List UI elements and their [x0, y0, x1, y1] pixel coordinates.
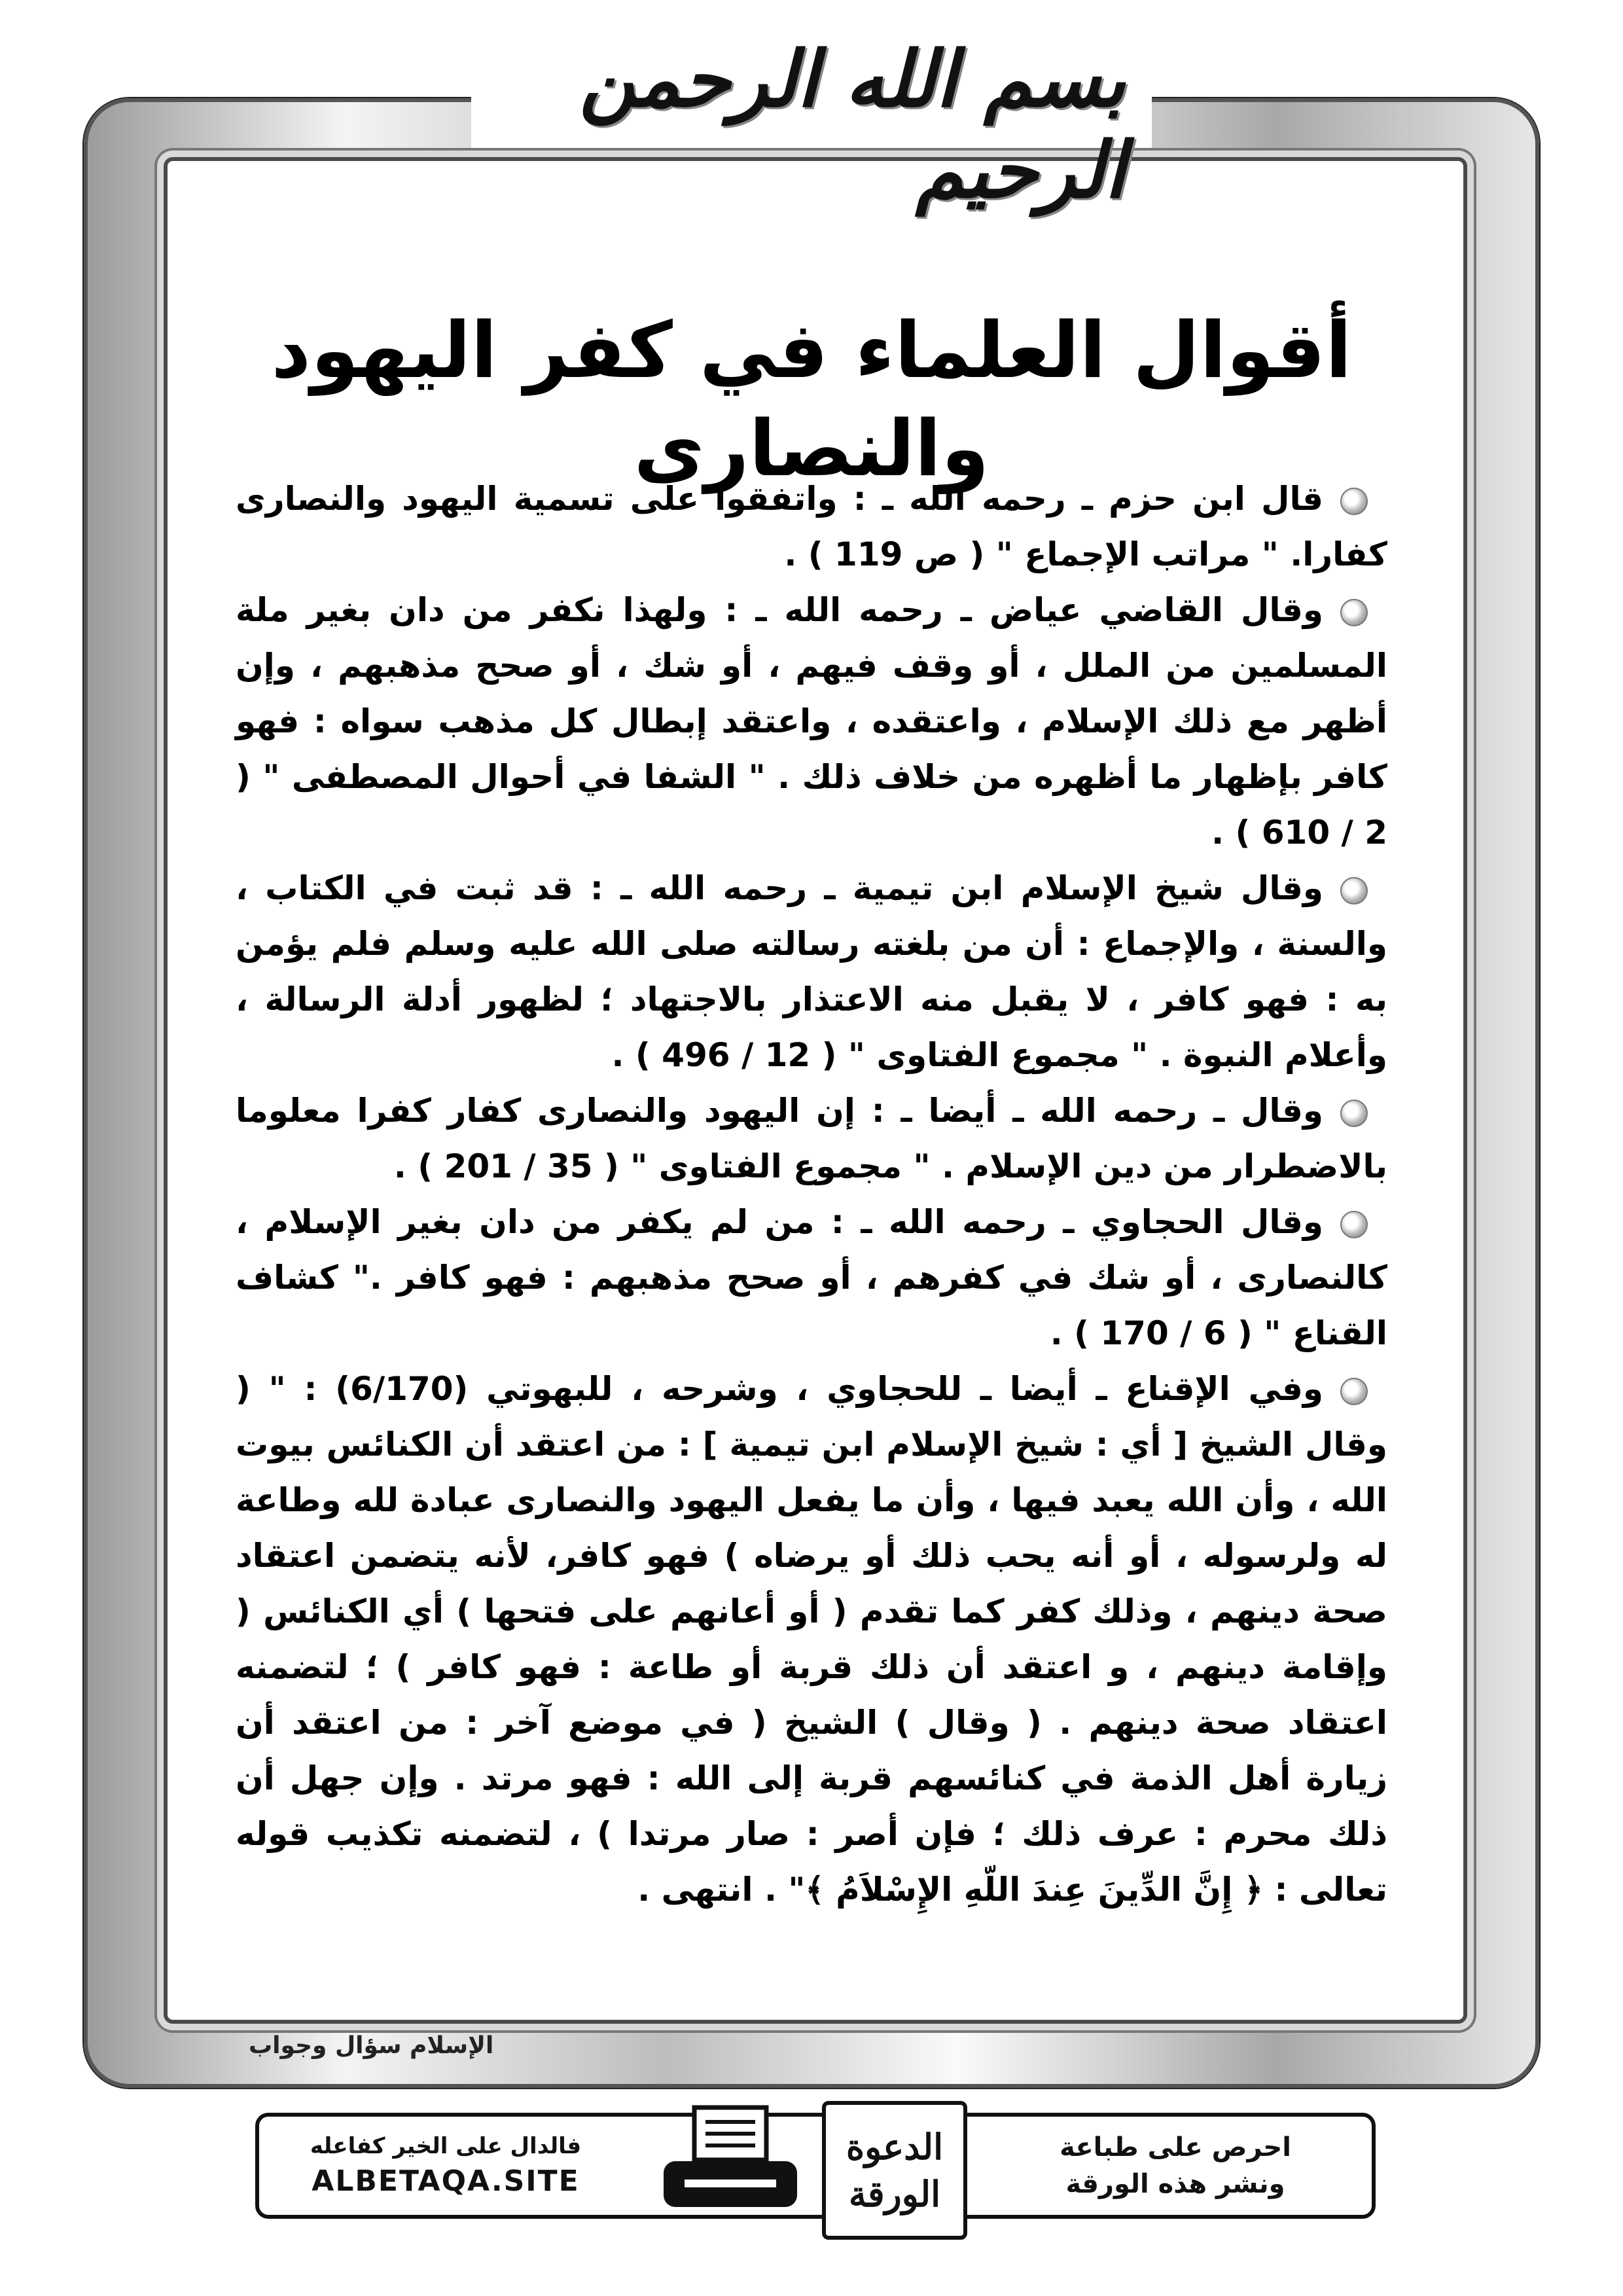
bullet-icon	[1340, 488, 1368, 515]
paragraph-text: وقال القاضي عياض ـ رحمه الله ـ : ولهذا نكفر من دان بغير ملة المسلمين من الملل ، أو وقف فيهم ، أو شك ، أو صحح مذهبهم ، وإن أظهر مع ذلك الإسلام ، واعتقده ، واعتقد إبطال كل مذهب سواه : فهو كافر بإظهار ما أظهره من خلاف ذلك . " الشفا في أحوال المصطفى " ( 2 / 610 ) .	[236, 591, 1387, 852]
source-credit: الإسلام سؤال وجواب	[249, 2032, 494, 2059]
basmala-calligraphy: بسم الله الرحمن الرحيم	[579, 33, 1126, 215]
footer-print-block	[979, 2117, 1372, 2215]
bullet-icon	[1340, 1211, 1368, 1238]
article-body	[236, 471, 1387, 1918]
paragraph-ibn-hazm	[236, 471, 1387, 583]
paragraph-text: وقال ـ رحمه الله ـ أيضا ـ : إن اليهود والنصارى كفار كفرا معلوما بالاضطرار من دين الإسلام . " مجموع الفتاوى " ( 35 / 201 ) .	[236, 1092, 1387, 1185]
footer-print-line-2: ونشر هذه الورقة	[1065, 2169, 1285, 2199]
paragraph-text: وقال شيخ الإسلام ابن تيمية ـ رحمه الله ـ : قد ثبت في الكتاب ، والسنة ، والإجماع : أن من بلغته رسالته صلى الله عليه وسلم فلم يؤمن به : فهو كافر ، لا يقبل منه الاعتذار بالاجتهاد ؛ لظهور أدلة الرسالة ، وأعلام النبوة . " مجموع الفتاوى " ( 12 / 496 ) .	[236, 869, 1387, 1074]
footer-motto: فالدال على الخير كفاعله	[310, 2133, 582, 2159]
paragraph-text: قال ابن حزم ـ رحمه الله ـ : واتفقوا على تسمية اليهود والنصارى كفارا. " مراتب الإجماع " ( ص 119 ) .	[236, 480, 1387, 573]
dawah-logo	[822, 2101, 967, 2240]
paragraph-hajjawi	[236, 1194, 1387, 1361]
bullet-icon	[1340, 1100, 1368, 1127]
footer-site-link[interactable]: ALBETAQA.SITE	[312, 2164, 580, 2198]
footer-banner	[255, 2113, 1376, 2219]
page-title: أقوال العلماء في كفر اليهود والنصارى	[271, 305, 1352, 493]
paragraph-ibn-taymiyyah-2	[236, 1083, 1387, 1194]
bullet-icon	[1340, 877, 1368, 905]
bullet-icon	[1340, 599, 1368, 626]
paragraph-qadi-iyad	[236, 583, 1387, 861]
bullet-icon	[1340, 1378, 1368, 1405]
footer-print-line-1: احرص على طباعة	[1060, 2132, 1291, 2162]
footer-site-block	[259, 2117, 632, 2215]
paragraph-ibn-taymiyyah	[236, 861, 1387, 1083]
printer-icon	[658, 2101, 802, 2225]
logo-word-2: الورقة	[848, 2173, 941, 2215]
logo-word-1: الدعوة	[846, 2126, 944, 2168]
paragraph-iqna	[236, 1361, 1387, 1918]
paragraph-text: وقال الحجاوي ـ رحمه الله ـ : من لم يكفر من دان بغير الإسلام ، كالنصارى ، أو شك في كفرهم ، أو صحح مذهبهم : فهو كافر ." كشاف القناع " ( 6 / 170 ) .	[236, 1203, 1387, 1352]
paragraph-text: وفي الإقناع ـ أيضا ـ للحجاوي ، وشرحه ، للبهوتي (6/170) : " ( وقال الشيخ [ أي : شيخ الإسلام ابن تيمية ] : من اعتقد أن الكنائس بيوت الله ، وأن الله يعبد فيها ، وأن ما يفعل اليهود والنصارى عبادة لله وطاعة له ولرسوله ، أو أنه يحب ذلك أو يرضاه ) فهو كافر، لأنه يتضمن اعتقاد صحة دينهم ، وذلك كفر كما تقدم ( أو أعانهم على فتحها ) أي الكنائس ( وإقامة دينهم ، و اعتقد أن ذلك قربة أو طاعة : فهو كافر ) ؛ لتضمنه اعتقاد صحة دينهم . ( وقال ) الشيخ ( في موضع آخر : من اعتقد أن زيارة أهل الذمة في كنائسهم قربة إلى الله : فهو مرتد . وإن جهل أن ذلك محرم : عرف ذلك ؛ فإن أصر : صار مرتدا ) ، لتضمنه تكذيب قوله تعالى : ﴿ إِنَّ الدِّينَ عِندَ اللّهِ الإِسْلاَمُ ﴾" . انتهى .	[236, 1370, 1387, 1909]
